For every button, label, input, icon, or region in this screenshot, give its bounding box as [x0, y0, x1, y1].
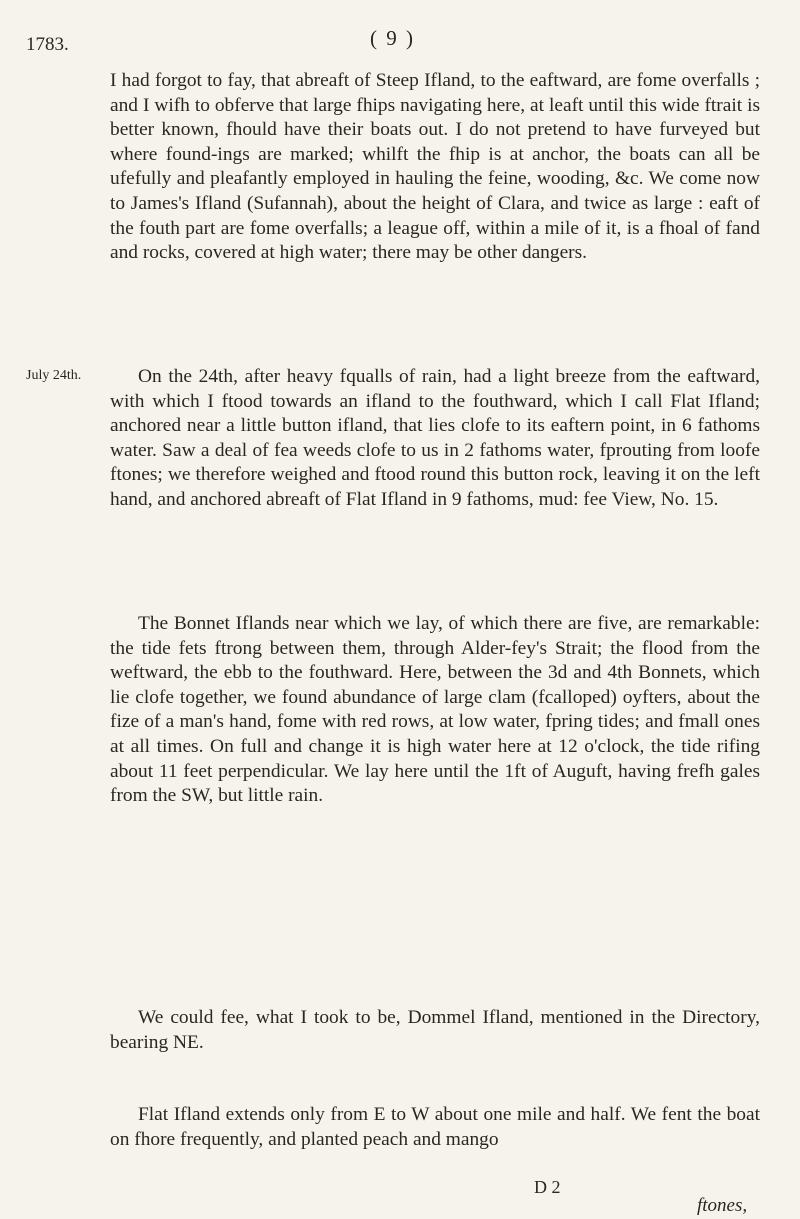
paragraph-5 — [110, 1103, 760, 1152]
page-number: ( 9 ) — [370, 26, 415, 50]
paragraph-2 — [110, 365, 760, 513]
paragraph-3 — [110, 612, 760, 809]
year-heading: 1783. — [26, 34, 69, 55]
catchword: ftones, — [697, 1195, 748, 1216]
paragraph-text: Flat Ifland extends only from E to W about one mile and half. We fent the boat on fhore frequently, and planted peach and mango — [110, 1104, 760, 1150]
paragraph-1 — [110, 69, 760, 266]
paragraph-text: On the 24th, after heavy fqualls of rain, had a light breeze from the eaftward, with which I ftood towards an ifland to the fouthward, which I call Flat Ifland; anchored near a little button ifland, that lies clofe to its eaftern point, in 6 fathoms water. Saw a deal of fea weeds clofe to us in 2 fathoms water, fprouting from loofe ftones; we therefore weighed and ftood round this button rock, leaving it on the left hand, and anchored abreaft of Flat Ifland in 9 fathoms, mud: fee View, No. 15. — [110, 366, 760, 510]
margin-date-note: July 24th. — [26, 368, 82, 383]
paragraph-text: I had forgot to fay, that abreaft of Steep Ifland, to the eaftward, are fome overfalls ; and I wifh to obferve that large fhips navigating here, at leaft until this wide ftrait is better known, fhould have their boats out. I do not pretend to have furveyed but where found-ings are marked; whilft the fhip is at anchor, the boats can all be ufefully and pleafantly employed in hauling the feine, wooding, &c. We come now to James's Ifland (Sufannah), about the height of Clara, and twice as large : eaft of the fouth part are fome overfalls; a league off, within a mile of it, is a fhoal of fand and rocks, covered at high water; there may be other dangers. — [110, 70, 760, 264]
paragraph-4 — [110, 1006, 760, 1055]
signature-mark: D 2 — [534, 1177, 561, 1197]
paragraph-text: The Bonnet Iflands near which we lay, of which there are five, are remarkable: the tide fets ftrong between them, through Alder-fey's Strait; the flood from the weftward, the ebb to the fouthward. Here, between the 3d and 4th Bonnets, which lie clofe together, we found abundance of large clam (fcalloped) oyfters, about the fize of a man's hand, fome with red rows, at low water, fpring tides; and fmall ones at all times. On full and change it is high water here at 12 o'clock, the tide rifing about 11 feet perpendicular. We lay here until the 1ft of Auguft, having frefh gales from the SW, but little rain. — [110, 613, 760, 807]
paragraph-text: We could fee, what I took to be, Dommel Ifland, mentioned in the Directory, bearing NE. — [110, 1007, 760, 1053]
